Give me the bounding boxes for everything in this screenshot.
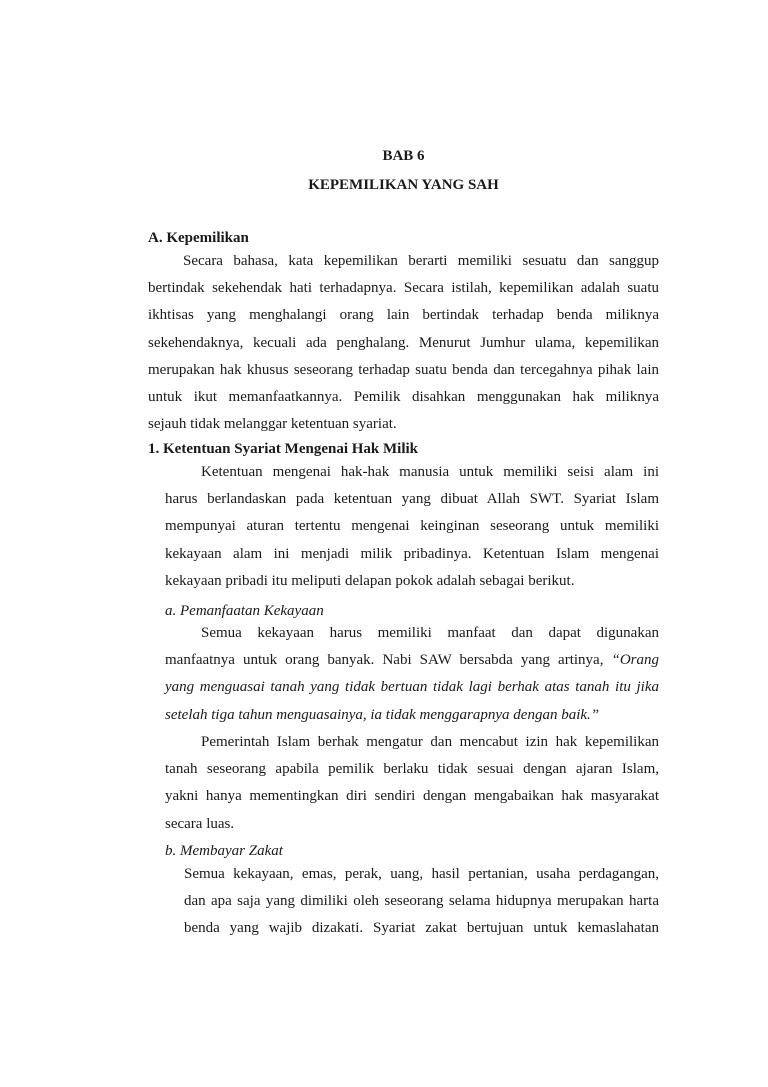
subsection-a-heading: a. Pemanfaatan Kekayaan <box>165 603 324 619</box>
subsection-b-heading: b. Membayar Zakat <box>165 843 283 859</box>
paragraph-line: ikhtisas yang menghalangi orang lain bertindak terhadap benda miliknya <box>148 307 659 324</box>
quote-line: setelah tiga tahun menguasainya, ia tidak menggarapnya dengan baik.” <box>165 706 600 723</box>
paragraph-line: secara luas. <box>165 815 235 832</box>
paragraph-text: manfaatnya untuk orang banyak. Nabi SAW bersabda yang artinya, <box>165 652 612 669</box>
paragraph-line: kekayaan pribadi itu meliputi delapan pokok adalah sebagai berikut. <box>165 572 575 589</box>
paragraph-line <box>165 647 659 674</box>
chapter-number: BAB 6 <box>382 148 425 164</box>
paragraph-line: yakni hanya mementingkan diri sendiri dengan mengabaikan hak masyarakat <box>165 788 659 805</box>
paragraph-line: benda yang wajib dizakati. Syariat zakat bertujuan untuk kemaslahatan <box>184 920 659 937</box>
paragraph-line: dan apa saja yang dimiliki oleh seseorang selama hidupnya merupakan harta <box>184 893 659 910</box>
quote-start: “Orang <box>611 652 659 669</box>
paragraph-line: kekayaan alam ini menjadi milik pribadinya. Ketentuan Islam mengenai <box>165 545 659 562</box>
section-1-paragraph <box>165 459 659 595</box>
paragraph-line: sejauh tidak melanggar ketentuan syariat. <box>148 416 397 433</box>
paragraph-line: Semua kekayaan harus memiliki manfaat dan dapat digunakan <box>201 625 659 641</box>
paragraph-line: merupakan hak khusus seseorang terhadap suatu benda dan tercegahnya pihak lain <box>148 361 659 378</box>
subsection-a-paragraph-2 <box>165 729 659 838</box>
paragraph-line: sekehendaknya, kecuali ada penghalang. Menurut Jumhur ulama, kepemilikan <box>148 334 659 351</box>
paragraph-line: mempunyai aturan tertentu mengenai keinginan seseorang untuk memiliki <box>165 518 659 535</box>
chapter-title: KEPEMILIKAN YANG SAH <box>308 177 499 193</box>
paragraph-line: Secara bahasa, kata kepemilikan berarti memiliki sesuatu dan sanggup <box>183 253 659 269</box>
paragraph-line: Semua kekayaan, emas, perak, uang, hasil pertanian, usaha perdagangan, <box>184 866 659 882</box>
paragraph-line: tanah seseorang apabila pemilik berlaku tidak sesuai dengan ajaran Islam, <box>165 761 659 778</box>
paragraph-line: Ketentuan mengenai hak-hak manusia untuk memiliki seisi alam ini <box>201 464 659 480</box>
section-a-heading: A. Kepemilikan <box>148 230 249 246</box>
paragraph-line: Pemerintah Islam berhak mengatur dan mencabut izin hak kepemilikan <box>201 734 659 750</box>
subsection-b-paragraph <box>184 861 659 943</box>
section-1-heading: 1. Ketentuan Syariat Mengenai Hak Milik <box>148 441 418 457</box>
quote-line: yang menguasai tanah yang tidak bertuan tidak lagi berhak atas tanah itu jika <box>165 679 659 696</box>
paragraph-line: harus berlandaskan pada ketentuan yang dibuat Allah SWT. Syariat Islam <box>165 491 659 508</box>
paragraph-line: untuk ikut memanfaatkannya. Pemilik disahkan menggunakan hak miliknya <box>148 388 659 405</box>
paragraph-line: bertindak sekehendak hati terhadapnya. Secara istilah, kepemilikan adalah suatu <box>148 280 659 297</box>
section-a-paragraph <box>148 248 659 438</box>
subsection-a-paragraph-1 <box>165 620 659 729</box>
